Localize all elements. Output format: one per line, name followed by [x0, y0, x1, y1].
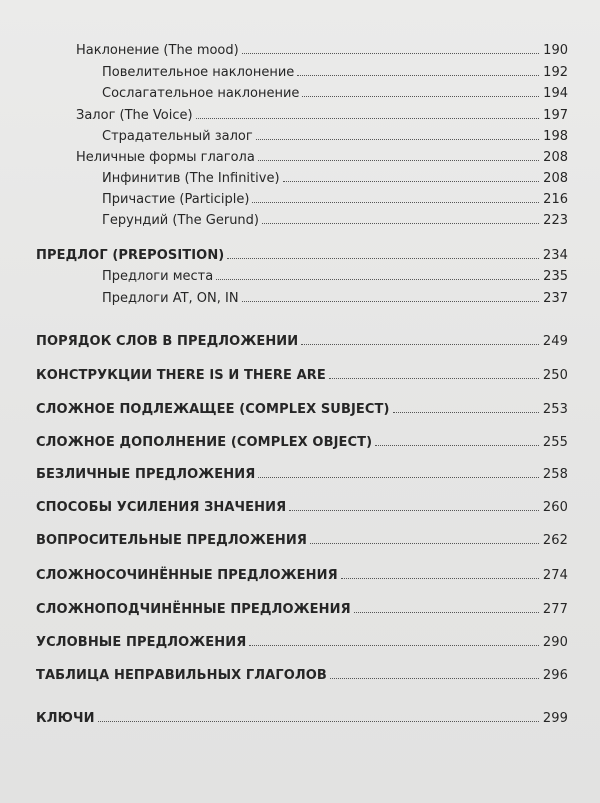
toc-section-title: ПРЕДЛОГ (PREPOSITION) [36, 248, 225, 263]
toc-section-title: БЕЗЛИЧНЫЕ ПРЕДЛОЖЕНИЯ [36, 467, 256, 482]
toc-dot-leader [297, 74, 539, 76]
toc-section [0, 395, 600, 417]
toc-dot-leader [283, 180, 539, 182]
toc-dot-leader [256, 138, 539, 140]
toc-section [0, 361, 600, 383]
toc-dot-leader [262, 222, 539, 224]
toc-dot-leader [341, 577, 539, 579]
toc-section-title: ВОПРОСИТЕЛЬНЫЕ ПРЕДЛОЖЕНИЯ [36, 533, 307, 548]
toc-section-title: ТАБЛИЦА НЕПРАВИЛЬНЫХ ГЛАГОЛОВ [36, 668, 327, 683]
toc-entry-title: Причастие (Participle) [102, 192, 250, 207]
toc-page-number: 255 [542, 435, 568, 450]
toc-page-number: 274 [542, 568, 568, 583]
toc-dot-leader [258, 476, 539, 478]
toc-entry-title: Наклонение (The mood) [76, 43, 239, 58]
toc-section [0, 460, 600, 482]
toc-page-number: 237 [543, 291, 568, 306]
toc-section [0, 595, 600, 617]
toc-dot-leader [242, 52, 539, 54]
toc-section [0, 526, 600, 548]
toc-page-number: 250 [542, 368, 568, 383]
toc-entry [0, 164, 600, 186]
toc-page-number: 216 [543, 192, 568, 207]
toc-page-number: 234 [542, 248, 568, 263]
toc-dot-leader [242, 300, 539, 302]
toc-dot-leader [252, 201, 539, 203]
toc-entry-title: Залог (The Voice) [76, 108, 193, 123]
toc-section-title: СЛОЖНОЕ ДОПОЛНЕНИЕ (COMPLEX OBJECT) [36, 435, 373, 450]
toc-page-number: 208 [543, 171, 568, 186]
toc-entry [0, 185, 600, 207]
toc-section [0, 493, 600, 515]
toc-dot-leader [216, 278, 539, 280]
toc-page-number: 198 [543, 129, 568, 144]
toc-dot-leader [301, 343, 539, 345]
toc-dot-leader [375, 444, 539, 446]
toc-section [0, 327, 600, 349]
toc-entry-title: Инфинитив (The Infinitive) [102, 171, 280, 186]
toc-page-number: 223 [543, 213, 568, 228]
toc-page-number: 192 [543, 65, 568, 80]
toc-dot-leader [329, 377, 539, 379]
toc-entry [0, 36, 600, 58]
toc-entry-title: Сослагательное наклонение [102, 86, 300, 101]
toc-entry-title: Страдательный залог [102, 129, 253, 144]
toc-entry [0, 143, 600, 165]
toc-section-title: СПОСОБЫ УСИЛЕНИЯ ЗНАЧЕНИЯ [36, 500, 287, 515]
toc-section-title: СЛОЖНОЕ ПОДЛЕЖАЩЕЕ (COMPLEX SUBJECT) [36, 402, 390, 417]
toc-page-number: 208 [543, 150, 568, 165]
toc-dot-leader [258, 159, 539, 161]
toc-dot-leader [393, 411, 539, 413]
toc-entry [0, 262, 600, 284]
toc-section-title: УСЛОВНЫЕ ПРЕДЛОЖЕНИЯ [36, 635, 247, 650]
toc-entry-title: Предлоги AT, ON, IN [102, 291, 239, 306]
toc-dot-leader [98, 720, 539, 722]
toc-page-number: 262 [542, 533, 568, 548]
toc-entry-title: Неличные формы глагола [76, 150, 255, 165]
toc-section-title: КОНСТРУКЦИИ THERE IS И THERE ARE [36, 368, 326, 383]
toc-page-number: 253 [542, 402, 568, 417]
toc-page-number: 258 [542, 467, 568, 482]
toc-page-number: 296 [542, 668, 568, 683]
toc-page-number: 299 [542, 711, 568, 726]
toc-section [0, 241, 600, 263]
toc-entry [0, 206, 600, 228]
toc-page-number: 190 [543, 43, 568, 58]
toc-section-title: СЛОЖНОПОДЧИНЁННЫЕ ПРЕДЛОЖЕНИЯ [36, 602, 351, 617]
toc-entry [0, 79, 600, 101]
toc-section [0, 628, 600, 650]
toc-entry [0, 58, 600, 80]
toc-section [0, 704, 600, 726]
toc-entry [0, 284, 600, 306]
toc-dot-leader [289, 509, 539, 511]
toc-dot-leader [249, 644, 539, 646]
toc-section-title: СЛОЖНОСОЧИНЁННЫЕ ПРЕДЛОЖЕНИЯ [36, 568, 338, 583]
toc-dot-leader [354, 611, 539, 613]
toc-entry [0, 122, 600, 144]
toc-dot-leader [227, 257, 539, 259]
toc-page-number: 194 [543, 86, 568, 101]
toc-page-number: 235 [543, 269, 568, 284]
toc-section-title: КЛЮЧИ [36, 711, 95, 726]
toc-section-title: ПОРЯДОК СЛОВ В ПРЕДЛОЖЕНИИ [36, 334, 299, 349]
toc-dot-leader [196, 117, 539, 119]
toc-dot-leader [330, 677, 539, 679]
toc-entry [0, 101, 600, 123]
toc-entry-title: Герундий (The Gerund) [102, 213, 259, 228]
toc-page-number: 277 [542, 602, 568, 617]
toc-section [0, 428, 600, 450]
toc-entry-title: Предлоги места [102, 269, 214, 284]
toc-page-number: 290 [542, 635, 568, 650]
toc-entry-title: Повелительное наклонение [102, 65, 295, 80]
toc-page-number: 260 [542, 500, 568, 515]
toc-section [0, 661, 600, 683]
toc-section [0, 561, 600, 583]
toc-dot-leader [310, 542, 539, 544]
toc-page-number: 197 [543, 108, 568, 123]
toc-page-number: 249 [542, 334, 568, 349]
toc-dot-leader [302, 95, 539, 97]
